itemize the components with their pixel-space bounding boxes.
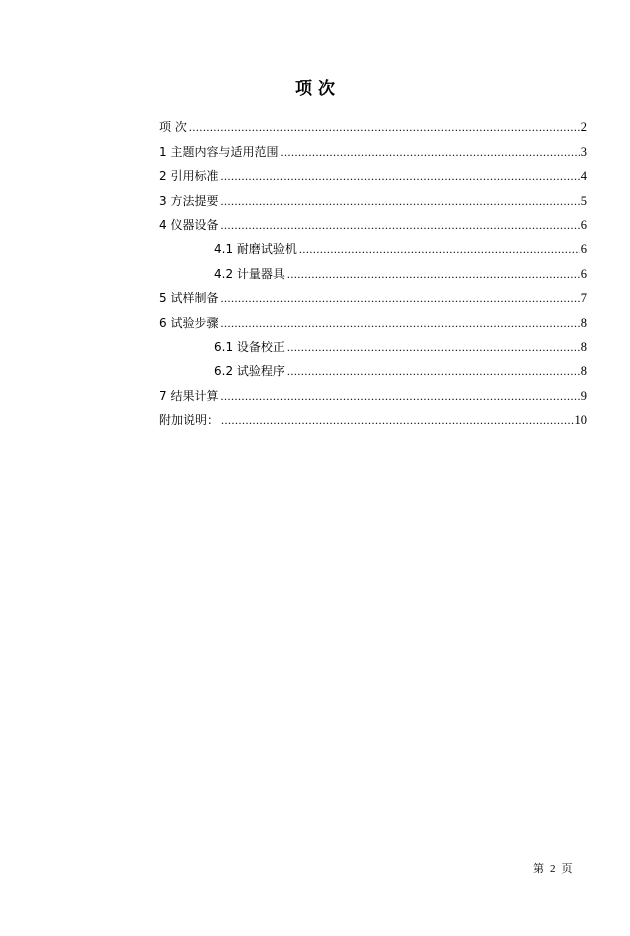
toc-entry-page: 6 bbox=[580, 242, 587, 257]
toc-dot-leader bbox=[189, 119, 580, 135]
toc-subentry[interactable] bbox=[159, 355, 587, 379]
toc-entry-label: 4.2 计量器具 bbox=[214, 266, 285, 281]
toc-entry[interactable] bbox=[159, 160, 587, 184]
toc-entry-label: 项 次 bbox=[159, 120, 187, 135]
toc-entry-label: 4 仪器设备 bbox=[159, 217, 219, 232]
toc-entry-page: 4 bbox=[580, 169, 587, 184]
toc-dot-leader bbox=[221, 412, 573, 428]
toc-dot-leader bbox=[220, 168, 579, 184]
toc-entry-page: 8 bbox=[580, 315, 587, 330]
toc-entry-page: 6 bbox=[580, 266, 587, 281]
toc-dot-leader bbox=[220, 388, 579, 404]
toc-dot-leader bbox=[299, 241, 580, 257]
toc-entry-page: 5 bbox=[580, 193, 587, 208]
toc-entry[interactable] bbox=[159, 404, 587, 428]
toc-dot-leader bbox=[220, 217, 579, 233]
toc-entry-label: 6.2 试验程序 bbox=[214, 364, 285, 379]
toc-subentry[interactable] bbox=[159, 257, 587, 281]
page-footer bbox=[533, 862, 573, 876]
toc-entry-label: 附加说明： bbox=[159, 413, 220, 428]
toc-subentry[interactable] bbox=[159, 233, 587, 257]
toc-dot-leader bbox=[220, 193, 579, 209]
table-of-contents bbox=[159, 111, 587, 428]
toc-entry[interactable] bbox=[159, 379, 587, 403]
toc-entry-label: 5 试样制备 bbox=[159, 291, 219, 306]
toc-subentry[interactable] bbox=[159, 331, 587, 355]
toc-entry[interactable] bbox=[159, 306, 587, 330]
toc-entry[interactable] bbox=[159, 111, 587, 135]
toc-entry[interactable] bbox=[159, 184, 587, 208]
toc-entry-label: 7 结果计算 bbox=[159, 388, 219, 403]
toc-entry[interactable] bbox=[159, 135, 587, 159]
toc-dot-leader bbox=[280, 144, 579, 160]
toc-dot-leader bbox=[220, 290, 579, 306]
footer-page-number: 2 bbox=[550, 863, 556, 875]
toc-entry-label: 2 引用标准 bbox=[159, 169, 219, 184]
toc-dot-leader bbox=[287, 363, 580, 379]
toc-dot-leader bbox=[287, 266, 580, 282]
toc-entry-label: 3 方法提要 bbox=[159, 193, 219, 208]
toc-entry-page: 8 bbox=[580, 339, 587, 354]
toc-entry-label: 4.1 耐磨试验机 bbox=[214, 242, 297, 257]
toc-title: 项 次 bbox=[295, 79, 335, 99]
toc-entry-page: 2 bbox=[580, 120, 587, 135]
toc-entry-page: 10 bbox=[574, 413, 587, 428]
footer-prefix: 第 bbox=[533, 862, 544, 875]
toc-entry[interactable] bbox=[159, 209, 587, 233]
toc-entry-page: 6 bbox=[580, 217, 587, 232]
toc-dot-leader bbox=[287, 339, 580, 355]
toc-entry-label: 6 试验步骤 bbox=[159, 315, 219, 330]
toc-entry-label: 6.1 设备校正 bbox=[214, 339, 285, 354]
toc-entry-page: 8 bbox=[580, 364, 587, 379]
toc-dot-leader bbox=[220, 315, 579, 331]
toc-entry-page: 9 bbox=[580, 388, 587, 403]
toc-entry[interactable] bbox=[159, 282, 587, 306]
footer-suffix: 页 bbox=[561, 862, 573, 875]
toc-entry-page: 7 bbox=[580, 291, 587, 306]
toc-entry-label: 1 主题内容与适用范围 bbox=[159, 144, 279, 159]
toc-entry-page: 3 bbox=[580, 144, 587, 159]
